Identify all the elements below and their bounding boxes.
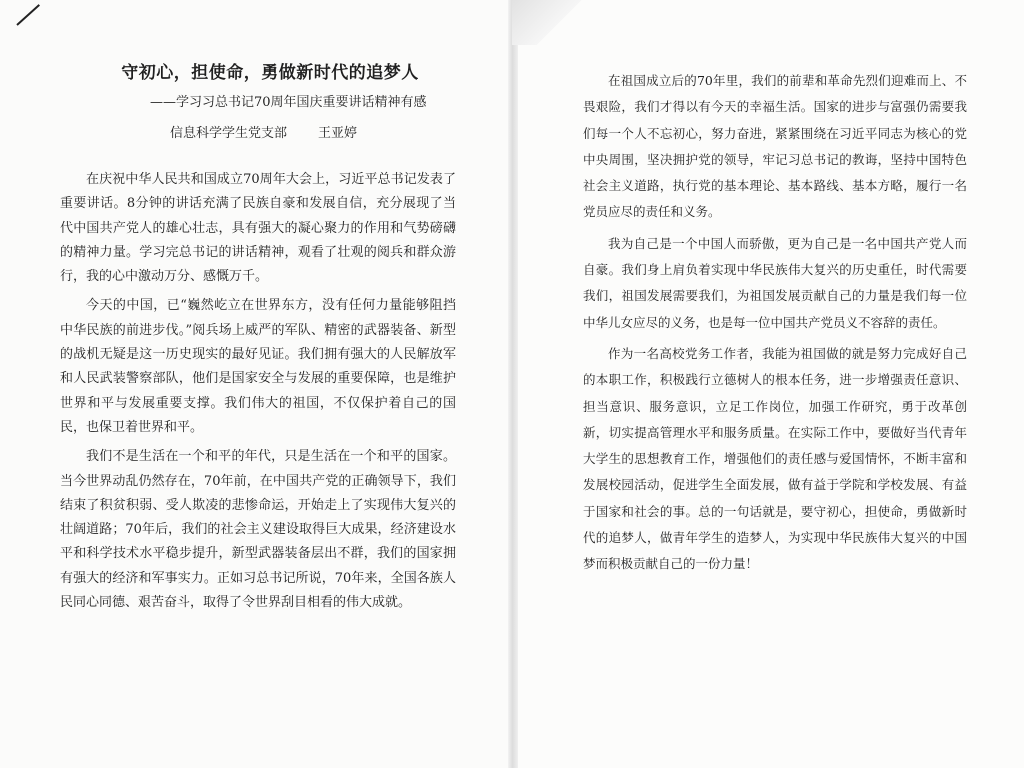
pen-mark (16, 4, 40, 26)
book-gutter (508, 0, 518, 768)
author-name: 王亚婷 (318, 126, 358, 141)
page-corner-fold (512, 0, 582, 45)
left-page-body (60, 168, 456, 615)
paragraph: 我们不是生活在一个和平的年代，只是生活在一个和平的国家。当今世界动乱仍然存在，70年前，在中国共产党的正确领导下，我们结束了积贫积弱、受人欺凌的悲惨命运，开始走上了实现伟大复兴的壮阔道路；70年后，我们的社会主义建设取得巨大成果，经济建设水平和科学技术水平稳步提升，新型武器装备层出不群，我们的国家拥有强大的经济和军事实力。正如习总书记所说，70年来，全国各族人民同心同德、艰苦奋斗，取得了令世界刮目相看的伟大成就。 (60, 449, 456, 611)
right-page-body (583, 68, 967, 578)
paragraph: 作为一名高校党务工作者，我能为祖国做的就是努力完成好自己的本职工作，积极践行立德树人的根本任务，进一步增强责任意识、担当意识、服务意识，立足工作岗位，加强工作研究，勇于改革创新，切实提高管理水平和服务质量。在实际工作中，要做好当代青年大学生的思想教育工作，增强他们的责任感与爱国情怀，不断丰富和发展校园活动，促进学生全面发展，做有益于学院和学校发展、有益于国家和社会的事。总的一句话就是，要守初心，担使命，勇做新时代的追梦人，做青年学生的造梦人，为实现中华民族伟大复兴的中国梦而积极贡献自己的一份力量！ (583, 345, 967, 572)
paragraph: 我为自己是一个中国人而骄傲，更为自己是一名中国共产党人而自豪。我们身上肩负着实现中华民族伟大复兴的历史重任，时代需要我们，祖国发展需要我们，为祖国发展贡献自己的力量是我们每一位中华儿女应尽的义务，也是每一位中国共产党员义不容辞的责任。 (583, 235, 967, 330)
paragraph: 在庆祝中华人民共和国成立70周年大会上，习近平总书记发表了重要讲话。8分钟的讲话充满了民族自豪和发展自信，充分展现了当代中国共产党人的雄心壮志，具有强大的凝心聚力的作用和气势磅礴的精神力量。学习完总书记的讲话精神，观看了壮观的阅兵和群众游行，我的心中激动万分、感慨万千。 (60, 172, 456, 285)
article-title: 守初心，担使命，勇做新时代的追梦人 (121, 63, 419, 83)
article-subtitle: ——学习习总书记70周年国庆重要讲话精神有感 (150, 95, 427, 110)
author-unit: 信息科学学生党支部 (170, 126, 288, 141)
paragraph: 在祖国成立后的70年里，我们的前辈和革命先烈们迎难而上、不畏艰险，我们才得以有今天的幸福生活。国家的进步与富强仍需要我们每一个人不忘初心，努力奋进，紧紧围绕在习近平同志为核心的党中央周围，坚决拥护党的领导，牢记习总书记的教诲，坚持中国特色社会主义道路，执行党的基本理论、基本路线、基本方略，履行一名党员应尽的责任和义务。 (583, 73, 967, 220)
paragraph: 今天的中国，已“巍然屹立在世界东方，没有任何力量能够阻挡中华民族的前进步伐。”阅兵场上威严的军队、精密的武器装备、新型的战机无疑是这一历史现实的最好见证。我们拥有强大的人民解放军和人民武装警察部队，他们是国家安全与发展的重要保障，也是维护世界和平与发展重要支撑。我们伟大的祖国，不仅保护着自己的国民，也保卫着世界和平。 (60, 298, 456, 435)
